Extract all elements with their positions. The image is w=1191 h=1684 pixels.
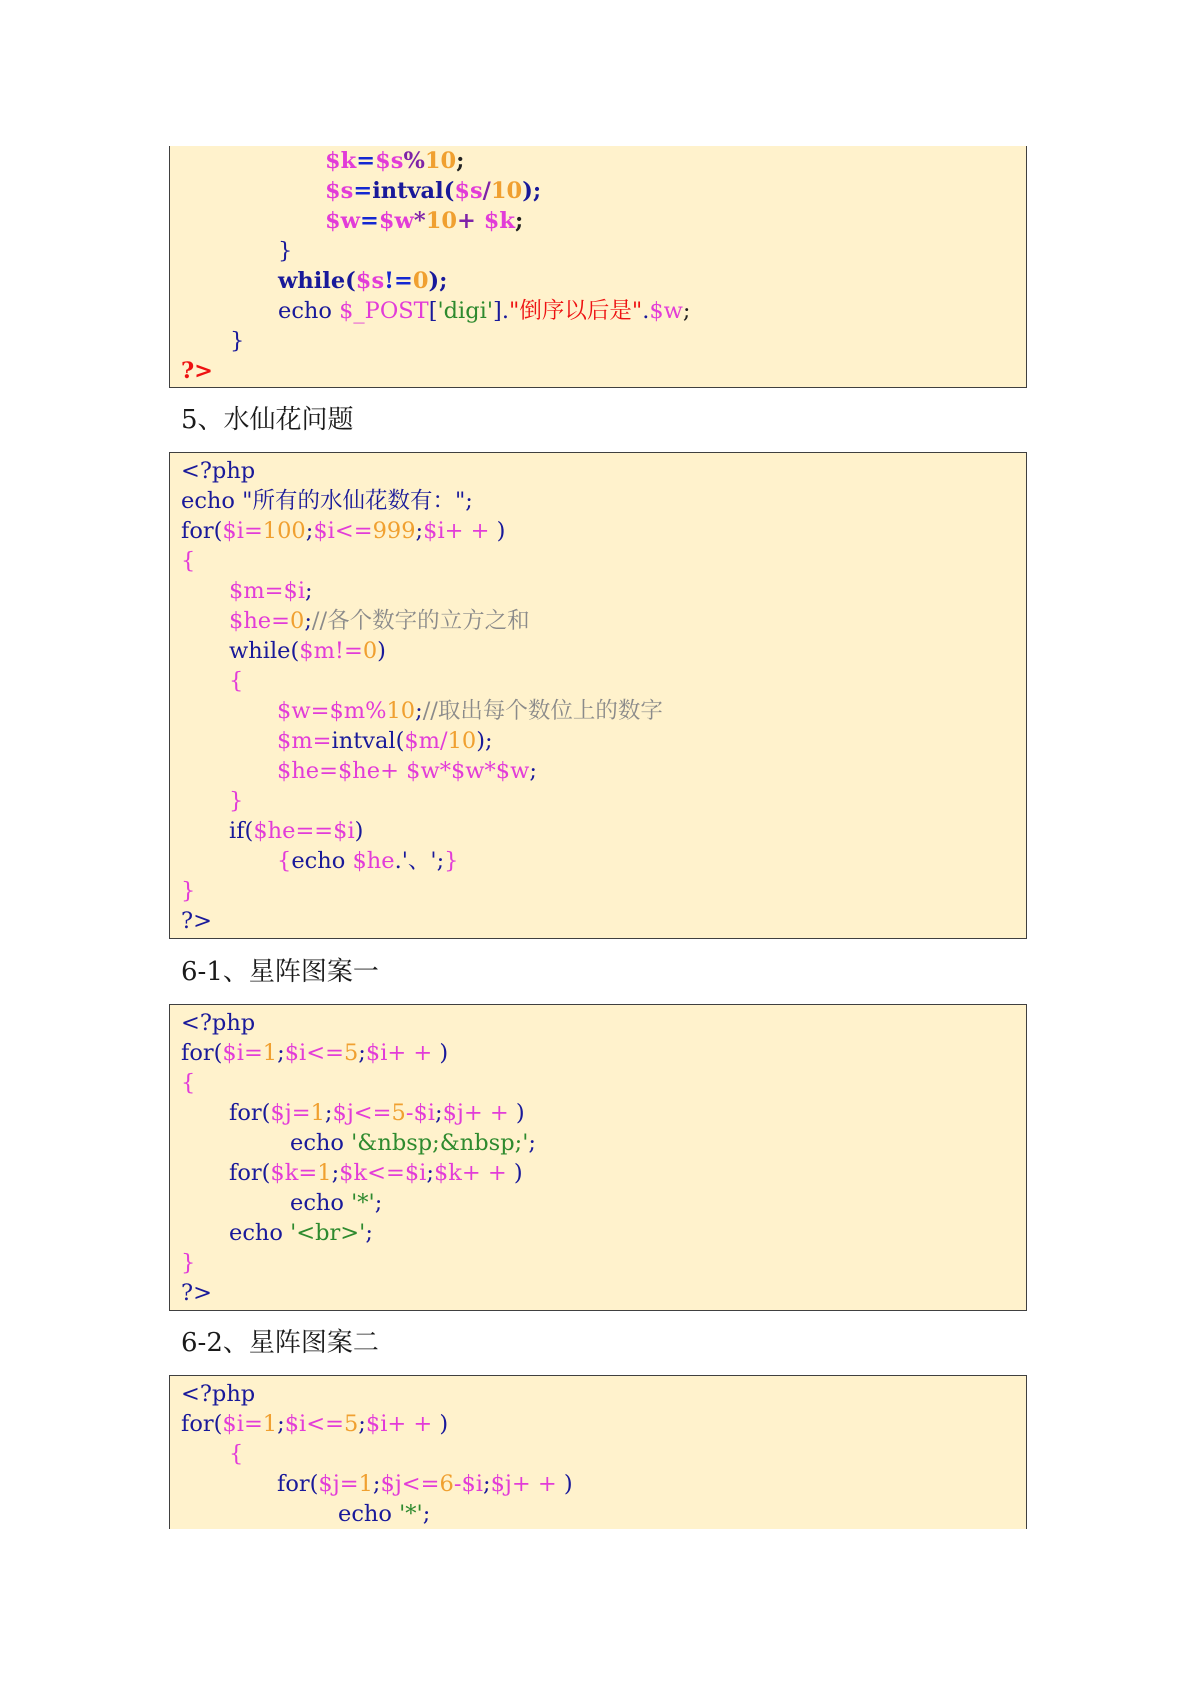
code-token: 999	[372, 518, 416, 544]
code-token: ;	[434, 1100, 443, 1126]
code-token: )	[354, 818, 364, 844]
code-token: for(	[229, 1100, 271, 1126]
code-line	[229, 606, 530, 636]
code-token: $m	[329, 698, 366, 724]
code-token: );	[428, 268, 448, 294]
code-token: for(	[181, 1411, 223, 1437]
code-token: ;	[426, 1160, 434, 1186]
code-token: $m	[404, 728, 441, 754]
code-token: echo	[290, 1130, 352, 1156]
code-token: }	[278, 238, 293, 264]
code-token: $k	[270, 1160, 299, 1186]
code-token: =	[264, 578, 284, 604]
code-line	[229, 1158, 523, 1188]
code-token: ;	[374, 1190, 383, 1216]
code-token: ?>	[181, 358, 214, 384]
code-token: ;	[528, 1130, 536, 1156]
code-token: ;	[305, 578, 313, 604]
code-token: 6	[439, 1471, 454, 1497]
code-token: $i	[222, 518, 244, 544]
code-token: 1	[262, 1040, 278, 1066]
code-token: intval(	[331, 728, 405, 754]
code-token: <=	[334, 518, 373, 544]
code-token: 0	[412, 268, 429, 294]
code-token: 10	[425, 208, 458, 234]
code-token: $w	[406, 758, 440, 784]
code-token: !=	[334, 638, 363, 664]
code-token: for(	[277, 1471, 319, 1497]
code-line	[277, 756, 537, 786]
code-token: ;	[456, 148, 465, 174]
code-token: $j	[442, 1100, 464, 1126]
code-line	[229, 786, 243, 816]
code-token: 1	[262, 1411, 278, 1437]
code-token: );	[476, 728, 493, 754]
code-line	[277, 1469, 573, 1499]
code-token: + +	[387, 1040, 440, 1066]
code-token: <?php	[181, 1010, 256, 1036]
code-token: while	[278, 268, 346, 294]
code-token: $s	[325, 178, 354, 204]
code-token: 10	[490, 178, 523, 204]
code-token: while(	[229, 638, 300, 664]
code-token: (	[345, 268, 356, 294]
code-token: )	[563, 1471, 573, 1497]
code-token: ;	[365, 1220, 373, 1246]
code-token: 10	[447, 728, 477, 754]
code-line	[278, 236, 292, 266]
code-token: ==	[295, 818, 334, 844]
code-block-narcissistic	[169, 452, 1027, 939]
code-token: $he	[277, 758, 320, 784]
code-token: $w	[277, 698, 311, 724]
code-token: $he	[337, 758, 381, 784]
code-token: $j	[332, 1100, 354, 1126]
code-line	[325, 176, 541, 206]
code-token: $k	[325, 148, 357, 174]
section-heading-star-pattern-1: 6-1、星阵图案一	[181, 957, 379, 987]
code-token: + +	[461, 1160, 514, 1186]
code-token: )	[439, 1411, 449, 1437]
code-token: '*'	[399, 1501, 423, 1527]
code-token: $i	[413, 1100, 435, 1126]
code-token: ;	[277, 1040, 285, 1066]
code-token: =	[339, 1471, 359, 1497]
code-token: =	[310, 698, 330, 724]
code-token: ;	[305, 518, 314, 544]
code-line	[290, 1188, 382, 1218]
code-token: }	[229, 788, 244, 814]
code-token: 0	[289, 608, 305, 634]
code-token: $m	[229, 578, 265, 604]
code-token: $i	[284, 1411, 307, 1437]
code-line	[278, 296, 691, 326]
code-token: $w	[325, 208, 361, 234]
code-line	[181, 1248, 195, 1278]
code-token: ;	[331, 1160, 340, 1186]
code-token: }	[444, 848, 459, 874]
code-line	[181, 456, 255, 486]
code-token: $w	[649, 298, 683, 324]
code-token: <?php	[181, 458, 256, 484]
code-token: $i	[222, 1411, 244, 1437]
code-token: echo	[278, 298, 340, 324]
code-line	[229, 636, 386, 666]
code-token: <=	[401, 1471, 440, 1497]
code-token: echo	[229, 1220, 291, 1246]
code-token: {	[181, 548, 196, 574]
code-token: )	[513, 1160, 523, 1186]
code-token: for(	[181, 518, 223, 544]
code-token: $he	[253, 818, 296, 844]
code-token: <=	[367, 1160, 405, 1186]
code-line	[181, 1409, 448, 1439]
code-token: $j	[318, 1471, 340, 1497]
code-line	[229, 1098, 525, 1128]
code-token: {	[277, 848, 292, 874]
code-token: + +	[444, 518, 497, 544]
code-token: $i	[461, 1471, 483, 1497]
code-token: $s	[454, 178, 483, 204]
code-token: %	[403, 148, 425, 174]
code-token: )	[496, 518, 506, 544]
code-token: $k	[339, 1160, 368, 1186]
code-token: "倒序以后是"	[508, 298, 643, 324]
code-token: ;	[372, 1471, 381, 1497]
code-token: $i	[404, 1160, 427, 1186]
code-token: $s	[375, 148, 404, 174]
code-line	[181, 1379, 255, 1409]
code-token: $i	[423, 518, 445, 544]
code-token: for(	[181, 1040, 223, 1066]
code-token: ;	[682, 298, 691, 324]
code-token: }	[230, 328, 245, 354]
code-token: =	[356, 148, 376, 174]
code-token: }	[181, 1250, 196, 1276]
code-line	[181, 1278, 212, 1308]
section-heading-narcissistic: 5、水仙花问题	[181, 405, 354, 435]
code-token: %	[365, 698, 387, 724]
code-token: echo	[290, 1190, 352, 1216]
code-token: ;	[415, 698, 423, 724]
code-token: $i	[333, 818, 355, 844]
code-line	[181, 516, 505, 546]
code-token: =	[319, 758, 338, 784]
code-token: $i	[365, 1040, 388, 1066]
code-line	[181, 1008, 255, 1038]
code-line	[181, 356, 213, 386]
code-token: "所有的水仙花数有：";	[242, 488, 473, 514]
code-token: 100	[262, 518, 306, 544]
code-token: $j	[380, 1471, 402, 1497]
code-token: 10	[424, 148, 457, 174]
code-line	[229, 666, 243, 696]
code-token: '&nbsp;&nbsp;'	[351, 1130, 529, 1156]
code-token: =	[243, 1411, 263, 1437]
code-token: ;	[482, 1471, 491, 1497]
code-token: =	[243, 518, 263, 544]
code-token: 5	[343, 1411, 359, 1437]
code-token: ;	[324, 1100, 333, 1126]
code-token: 0	[362, 638, 378, 664]
code-token: ;	[304, 608, 312, 634]
code-token: //各个数字的立方之和	[311, 608, 530, 634]
code-line	[277, 726, 493, 756]
code-token: (	[443, 178, 455, 204]
code-token: //取出每个数位上的数字	[422, 698, 663, 724]
code-token: {	[181, 1070, 196, 1096]
code-token: 10	[386, 698, 416, 724]
code-token: $k	[433, 1160, 462, 1186]
code-token: [	[428, 298, 438, 324]
code-token: ?>	[181, 908, 212, 934]
code-token: ;	[277, 1411, 285, 1437]
code-token: $w	[450, 758, 485, 784]
code-token: 'digi'	[437, 298, 494, 324]
code-token: $w	[378, 208, 414, 234]
code-token: ;	[415, 518, 424, 544]
code-line	[181, 1068, 195, 1098]
code-token: +	[380, 758, 407, 784]
code-token: $m	[299, 638, 335, 664]
code-token: )	[439, 1040, 449, 1066]
code-line	[181, 906, 212, 936]
code-token: '*'	[351, 1190, 375, 1216]
code-token: echo	[338, 1501, 400, 1527]
code-token: =	[353, 178, 373, 204]
code-token: 5	[391, 1100, 406, 1126]
code-token: + +	[511, 1471, 564, 1497]
code-token: $j	[490, 1471, 512, 1497]
section-heading-star-pattern-2: 6-2、星阵图案二	[181, 1328, 379, 1358]
code-token: $i	[222, 1040, 244, 1066]
code-token: if(	[229, 818, 254, 844]
code-block-reverse-number	[169, 146, 1027, 388]
code-token: <?php	[181, 1381, 256, 1407]
code-token: /	[482, 178, 491, 204]
code-token: $i	[365, 1411, 388, 1437]
code-token: 1	[310, 1100, 325, 1126]
code-line	[277, 696, 663, 726]
code-token: ;	[358, 1411, 366, 1437]
code-token: =	[360, 208, 379, 234]
code-token: ?>	[181, 1280, 212, 1306]
code-line	[229, 1439, 243, 1469]
code-token: -	[405, 1100, 414, 1126]
code-token: =	[312, 728, 332, 754]
code-token: );	[522, 178, 542, 204]
code-block-star-pattern-1	[169, 1004, 1027, 1311]
code-token: $w	[495, 758, 530, 784]
code-token: )	[515, 1100, 525, 1126]
code-token: ].	[493, 298, 509, 324]
code-token: $s	[355, 268, 385, 294]
code-token: $he	[352, 848, 395, 874]
code-line	[338, 1499, 430, 1529]
code-token: =	[291, 1100, 311, 1126]
code-line	[181, 546, 195, 576]
code-token: $m	[277, 728, 313, 754]
code-token: 5	[343, 1040, 359, 1066]
code-token: $he	[229, 608, 272, 634]
code-token: }	[181, 878, 196, 904]
code-token: =	[298, 1160, 318, 1186]
code-line	[181, 876, 195, 906]
code-token: <=	[306, 1411, 344, 1437]
code-token: .'、';	[394, 848, 445, 874]
code-token: {	[229, 668, 244, 694]
code-token: '<br>'	[290, 1220, 366, 1246]
code-token: +	[457, 208, 484, 234]
code-token: *	[413, 208, 426, 234]
code-line	[278, 266, 447, 296]
code-token: $i	[283, 578, 306, 604]
code-token: {	[229, 1441, 244, 1467]
code-token: /	[440, 728, 448, 754]
code-token: intval	[372, 178, 444, 204]
code-token: $k	[483, 208, 515, 234]
code-line	[230, 326, 244, 356]
code-token: for(	[229, 1160, 271, 1186]
code-token: ;	[529, 758, 537, 784]
code-token: *	[439, 758, 451, 784]
code-token: 1	[317, 1160, 332, 1186]
code-token: echo	[291, 848, 353, 874]
code-line	[229, 1218, 373, 1248]
code-token: echo	[181, 488, 243, 514]
code-token: $_POST	[339, 298, 429, 324]
code-line	[325, 206, 523, 236]
code-token: -	[453, 1471, 462, 1497]
code-token: ;	[422, 1501, 431, 1527]
code-token: ;	[514, 208, 524, 234]
code-line	[181, 1038, 448, 1068]
code-line	[229, 816, 363, 846]
code-line	[229, 576, 313, 606]
code-token: .	[642, 298, 650, 324]
code-line	[181, 486, 473, 516]
code-line	[290, 1128, 536, 1158]
code-line	[325, 146, 464, 176]
code-token: <=	[306, 1040, 344, 1066]
code-token: =	[271, 608, 290, 634]
code-token: $i	[284, 1040, 307, 1066]
code-token: !=	[384, 268, 413, 294]
code-token: *	[484, 758, 496, 784]
code-token: 1	[358, 1471, 373, 1497]
code-token: + +	[387, 1411, 440, 1437]
code-token: ;	[358, 1040, 366, 1066]
code-token: <=	[353, 1100, 392, 1126]
code-token: $j	[270, 1100, 292, 1126]
code-line	[277, 846, 459, 876]
code-token: + +	[463, 1100, 516, 1126]
code-block-star-pattern-2	[169, 1375, 1027, 1529]
code-token: $i	[313, 518, 335, 544]
code-token: =	[243, 1040, 263, 1066]
code-token: )	[377, 638, 386, 664]
